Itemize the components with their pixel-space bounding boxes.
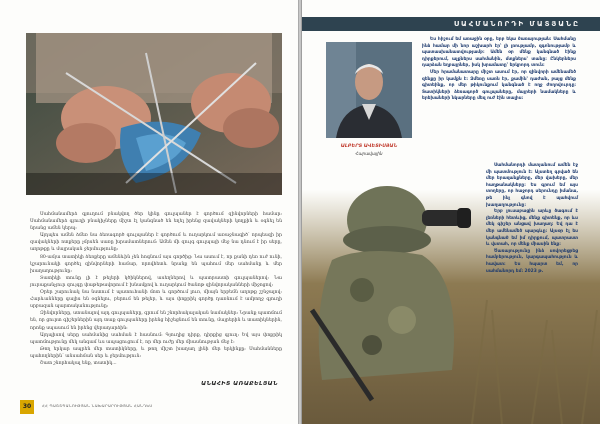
paragraph: 80-ամյա տատիկի ձեռքերը ամենևին չեն հոգնում այս գործից։ Նա ասում է, որ քանի դեռ ուժ ունի, կշարունակի գործել զինվորների համար, որովհետև նրանք են պահում մեր սահմանը և մեր խաղաղությունը։ [30,254,282,274]
section-title: ՍԱՀՄԱՆՈՐԴԻ ՄԱՏՅԱՆԸ [453,20,580,28]
right-column-text [422,37,576,103]
paragraph: Երբ լուսաբացին արևը ծագում է լեռների հետևից, մենք գիտենք, որ ևս մեկ գիշեր անցավ խաղաղ։ Եվ դա է մեր ամենամեծ պարգևը։ Այսօր էլ ես կանգնած եմ իմ դիրքում, պատրաստ և վստահ, որ մենք միասին ենք։ [486,209,578,248]
portrait-photo [326,42,412,138]
paragraph: Ես հիշում եմ առաջին օրը, երբ եկա ծառայության։ Սահմանը ինձ համար մի նոր աշխարհ էր՝ լի լռությամբ, զգոնությամբ և պատասխանատվությամբ։ Ամեն օր մենք կանգնած էինք դիրքերում, աչքներս սահմանին, մտքներս՝ տանը։ Ընկերներս դարձան եղբայրներ, իսկ խրամատը՝ երկրորդ տուն։ [422,37,576,69]
right-page [302,0,600,424]
footer-text: ՀՀ ՊԱՇՏՊԱՆՈՒԹՅԱՆ ՆԱԽԱՐԱՐՈՒԹՅԱՆ ՀԱՆԴԵՍ [42,403,153,408]
portrait-caption-role: Հարավային [355,151,383,156]
paragraph: Տատիկի տունը լի է թելերի կծիկներով, ասեղներով և պատրաստի գուլպաներով։ Նա յուրաքանչյուր զույգը փաթեթավորում է խնամքով և ուղարկում ծանոթ զինվորականների միջոցով։ [30,275,282,288]
section-header [302,17,600,31]
paragraph: Սահմանամերձ գյուղում բնակվող ծեր կինը գուլպաներ է գործում զինվորների համար։ Սահմանամերձ գյուղի բնակիչները միշտ էլ կանգնած են եղել իրենց զավակների կողքին և օգնել են նրանց ամեն կերպ։ [30,212,282,232]
paragraph: Սահմանորդի մատյանում ամեն էջ մի պատմություն է։ Այստեղ գրված են մեր երազանքները, մեր վախերը, մեր հաղթանակները։ Ես գրում եմ այս տողերը, որ հաջորդ սերունդը իմանա, թե ինչ գնով է պահվում խաղաղությունը։ [486,163,578,208]
knitting-illustration [26,33,282,195]
paragraph: Մեր հրամանատարը միշտ ասում էր, որ զինվորի ամենամեծ զենքը իր կամքն է։ Ձմեռը սառն էր, քամին՝ դաժան, բայց մենք գիտեինք, որ մեր թիկունքում կանգնած է ողջ ժողովուրդը։ Տատիկների ձեռագործ գուլպաները, մայրերի նամակները և երեխաների նկարները մեզ ուժ էին տալիս։ [422,69,576,102]
left-page [0,0,298,424]
paragraph: Ծառայությունը ինձ սովորեցրեց համբերություն, կարգապահություն և հավատ։ Ես հպարտ եմ, որ սահմանորդ եմ։ 2023 թ. [486,248,578,274]
paragraph: Թող երկար ապրեն մեր տատիկները, և թող միշտ խաղաղ լինի մեր երկինքը։ Սահմանները պահողներին՝ անսահման սեր և ջերմություն։ [30,346,282,359]
article-author: ԱՆԱՀԻՏ ԱՌԱՔԵԼՅԱՆ [201,381,278,387]
portrait-caption-name: ԱԼԲԵՐՏ ԱՎԵՏԻՍՅԱՆ [340,144,398,149]
paragraph: Օրեր շարունակ նա նստում է պատուհանի մոտ և գործում լուռ, միայն երբեմն աղոթք շշնջալով։ Հարևանները գալիս են օգնելու, բերում են թելեր, և այս փոքրիկ գործը դառնում է ամբողջ գյուղի սրբազան պարտականությունը։ [30,290,282,310]
knitting-hands-photo [26,33,282,195]
page-footer [0,400,298,414]
page-number: 30 [20,400,34,414]
man-portrait-illustration [326,42,412,138]
paragraph: Այդպիսով սերը սահմանից սահման է հասնում։ Գյուղից դիրք, դիրքից գյուղ։ Եվ այս փոքրիկ պատմությունը մեկ անգամ ևս ապացուցում է, որ մեր ուժը մեր միասնության մեջ է։ [30,332,282,345]
paragraph: Շատ շնորհակալ ենք, տատիկ... [40,360,117,366]
article-body [30,211,282,367]
paragraph: Զինվորները, ստանալով այդ գուլպաները, գրում են շնորհակալական նամակներ։ Նրանք պատմում են, որ ցուրտ գիշերներին այդ տաք գուլպաները իրենց հիշեցնում են տունը, մայրերին և տատիկներին, որոնք սպասում են իրենց վերադարձին։ [30,311,282,331]
right-column-text-lower [486,163,578,275]
paragraph: Այդպես ամեն ձմեռ նա ձեռագործ գուլպաներ է գործում և ուղարկում առաջնագիծ՝ որպեսզի իր զավակների ոտքերը չմրսեն սառը խրամատներում։ Ամեն մի զույգ գուլպայի մեջ նա դնում է իր սերը, աղոթքը և մայրական ջերմությունը։ [30,233,282,253]
